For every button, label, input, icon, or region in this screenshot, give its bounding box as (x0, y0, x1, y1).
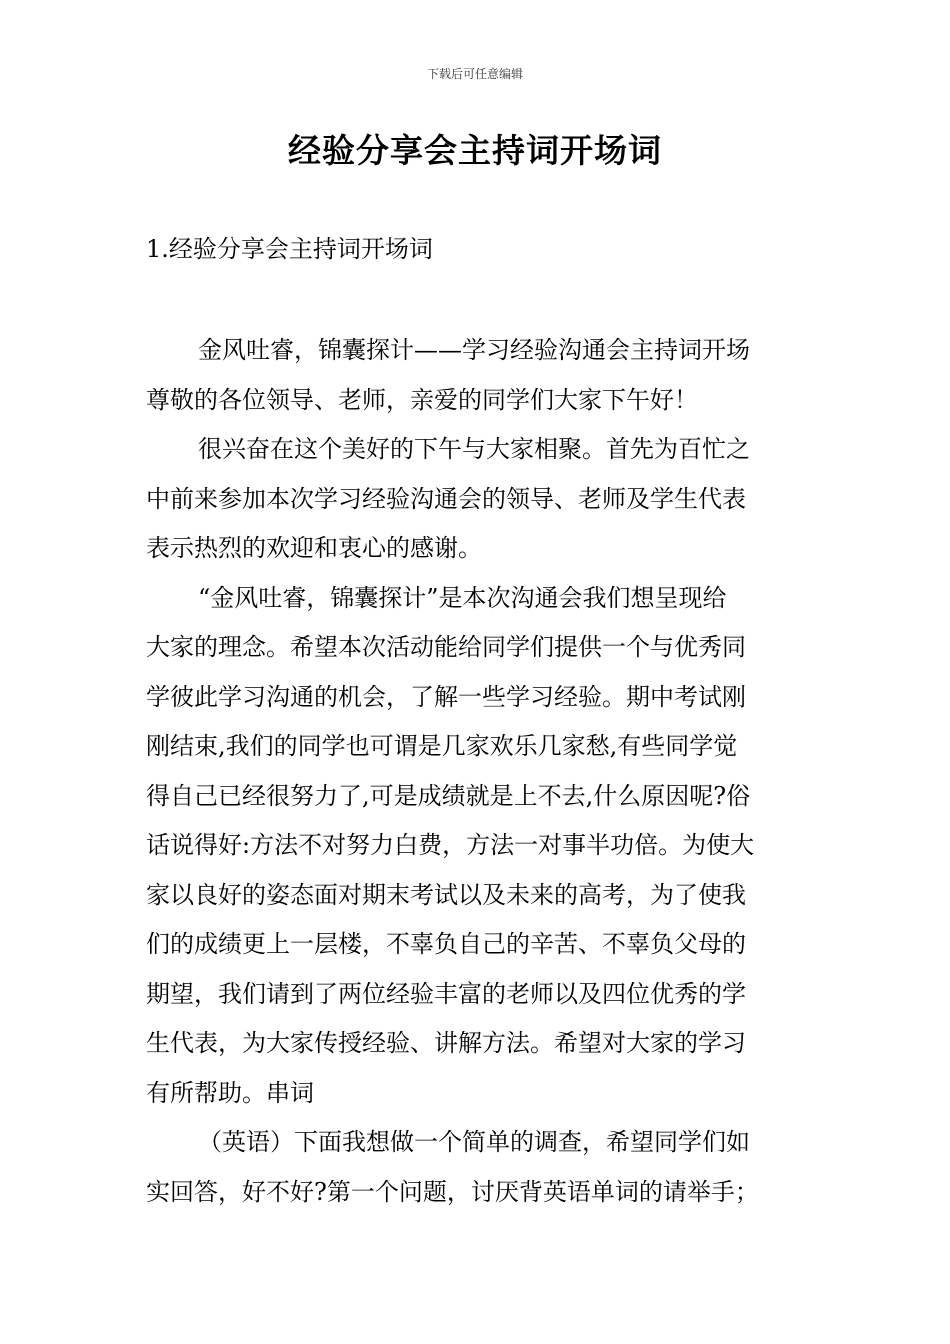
paragraph (146, 326, 806, 425)
paragraph-line: “金风吐睿，锦囊探计”是本次沟通会我们想呈现给 (198, 583, 727, 612)
paragraph-line: 生代表，为大家传授经验、讲解方法。希望对大家的学习 (146, 1029, 746, 1057)
paragraph-line: 表示热烈的欢迎和衷心的感谢。 (146, 534, 482, 562)
section-heading: 1.经验分享会主持词开场词 (146, 235, 433, 263)
body-text (146, 326, 806, 1217)
paragraph-line: 有所帮助。串词 (146, 1078, 314, 1107)
paragraph-line: 刚结束,我们的同学也可谓是几家欢乐几家愁,有些同学觉 (146, 732, 738, 760)
paragraph-line: （英语）下面我想做一个简单的调查，希望同学们如 (198, 1128, 750, 1156)
header-note: 下载后可任意编辑 (426, 67, 523, 81)
paragraph-line: 期望，我们请到了两位经验丰富的老师以及四位优秀的学 (146, 979, 746, 1008)
paragraph-line: 家以良好的姿态面对期末考试以及未来的高考，为了使我 (146, 880, 746, 909)
paragraph-line: 中前来参加本次学习经验沟通会的领导、老师及学生代表 (146, 484, 746, 513)
paragraph (146, 425, 806, 574)
paragraph (146, 1118, 806, 1217)
paragraph-line: 实回答，好不好?第一个问题，讨厌背英语单词的请举手； (146, 1177, 759, 1206)
paragraph-line: 大家的理念。希望本次活动能给同学们提供一个与优秀同 (146, 633, 746, 661)
paragraph-line: 得自己已经很努力了,可是成绩就是上不去,什么原因呢?俗 (146, 781, 751, 810)
paragraph-line: 们的成绩更上一层楼，不辜负自己的辛苦、不辜负父母的 (146, 930, 746, 958)
paragraph-line: 尊敬的各位领导、老师，亲爱的同学们大家下午好！ (146, 385, 698, 414)
paragraph-line: 学彼此学习沟通的机会，了解一些学习经验。期中考试刚 (146, 682, 746, 711)
paragraph (146, 574, 806, 1119)
paragraph-line: 金风吐睿，锦囊探计——学习经验沟通会主持词开场 (198, 336, 750, 364)
paragraph-line: 话说得好:方法不对努力白费，方法一对事半功倍。为使大 (146, 831, 755, 859)
document-title: 经验分享会主持词开场词 (288, 131, 662, 170)
paragraph-line: 很兴奋在这个美好的下午与大家相聚。首先为百忙之 (198, 435, 750, 463)
